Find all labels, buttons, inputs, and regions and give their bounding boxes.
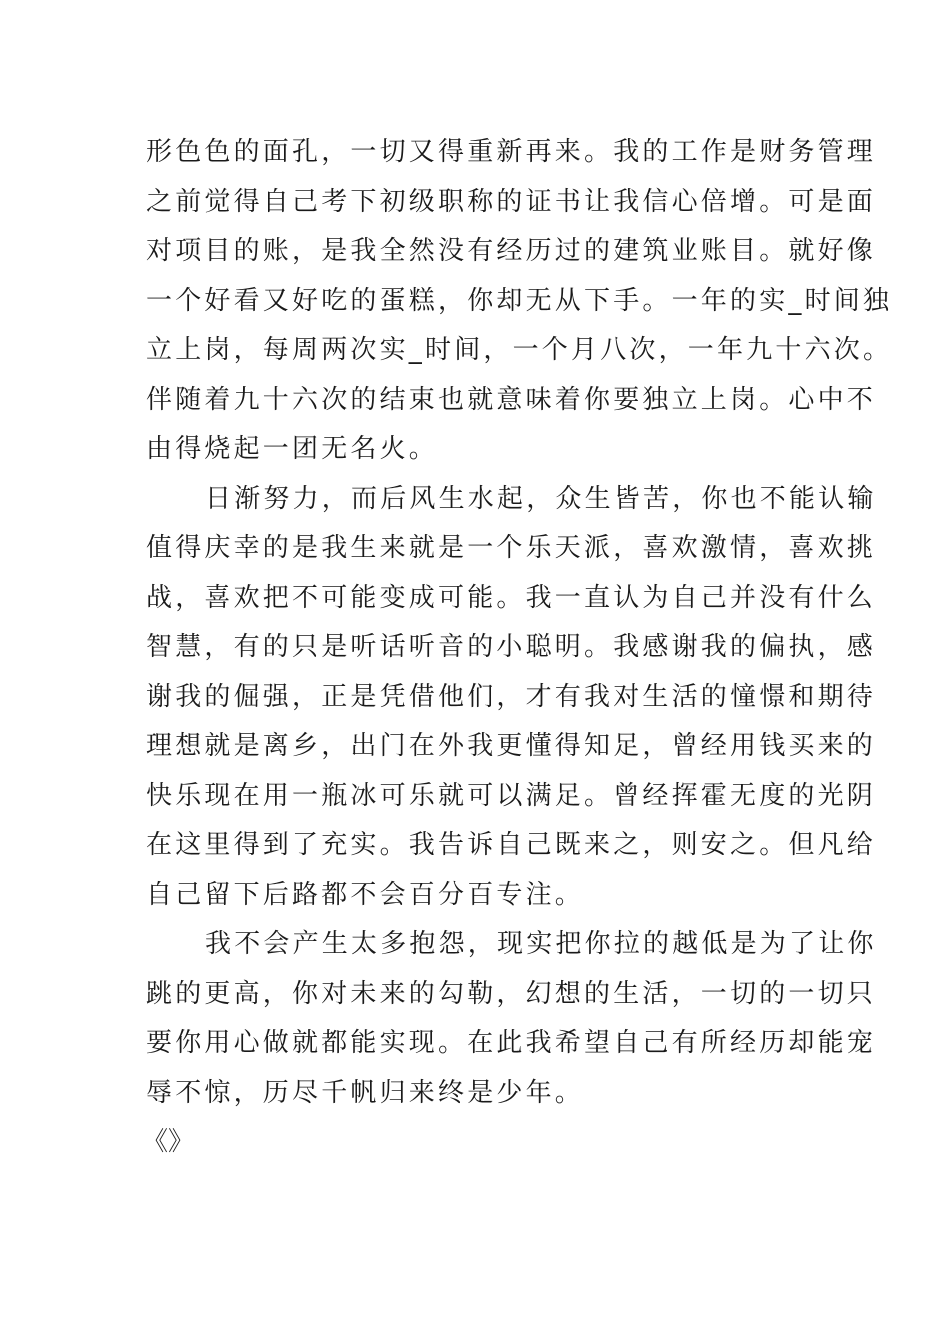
text-line: 值得庆幸的是我生来就是一个乐天派，喜欢激情，喜欢挑 bbox=[146, 533, 877, 563]
text-line: 伴随着九十六次的结束也就意味着你要独立上岗。心中不 bbox=[146, 384, 877, 415]
body-text bbox=[142, 128, 893, 1168]
text-line: 快乐现在用一瓶冰可乐就可以满足。曾经挥霍无度的光阴 bbox=[146, 780, 877, 811]
text-line: 辱不惊，历尽千帆归来终是少年。 bbox=[146, 1077, 585, 1108]
text-line: 形色色的面孔，一切又得重新再来。我的工作是财务管理 bbox=[146, 137, 877, 167]
text-line: 谢我的倔强，正是凭借他们，才有我对生活的憧憬和期待 bbox=[146, 681, 877, 712]
text-line: 理想就是离乡，出门在外我更懂得知足，曾经用钱买来的 bbox=[146, 731, 877, 761]
text-line: 一个好看又好吃的蛋糕，你却无从下手。一年的实_时间独 bbox=[146, 285, 893, 316]
paragraph-start-line: 我不会产生太多抱怨，现实把你拉的越低是为了让你 bbox=[205, 929, 877, 959]
text-line: 在这里得到了充实。我告诉自己既来之，则安之。但凡给 bbox=[146, 830, 877, 860]
text-line: 跳的更高，你对未来的勾勒，幻想的生活，一切的一切只 bbox=[146, 978, 877, 1009]
text-line: 由得烧起一团无名火。 bbox=[146, 434, 439, 464]
text-line: 要你用心做就都能实现。在此我希望自己有所经历却能宠 bbox=[146, 1028, 877, 1058]
text-line: 智慧，有的只是听话听音的小聪明。我感谢我的偏执，感 bbox=[146, 632, 877, 662]
text-line: 对项目的账，是我全然没有经历过的建筑业账目。就好像 bbox=[146, 236, 877, 266]
text-line: 战，喜欢把不可能变成可能。我一直认为自己并没有什么 bbox=[146, 582, 877, 613]
text-line: 之前觉得自己考下初级职称的证书让我信心倍增。可是面 bbox=[146, 186, 877, 217]
paragraph-start-line: 日渐努力，而后风生水起，众生皆苦，你也不能认输 bbox=[205, 483, 877, 514]
title-brackets: 《》 bbox=[142, 1127, 195, 1157]
text-line: 立上岗，每周两次实_时间，一个月八次，一年九十六次。 bbox=[146, 335, 893, 365]
text-line: 自己留下后路都不会百分百专注。 bbox=[146, 879, 585, 910]
